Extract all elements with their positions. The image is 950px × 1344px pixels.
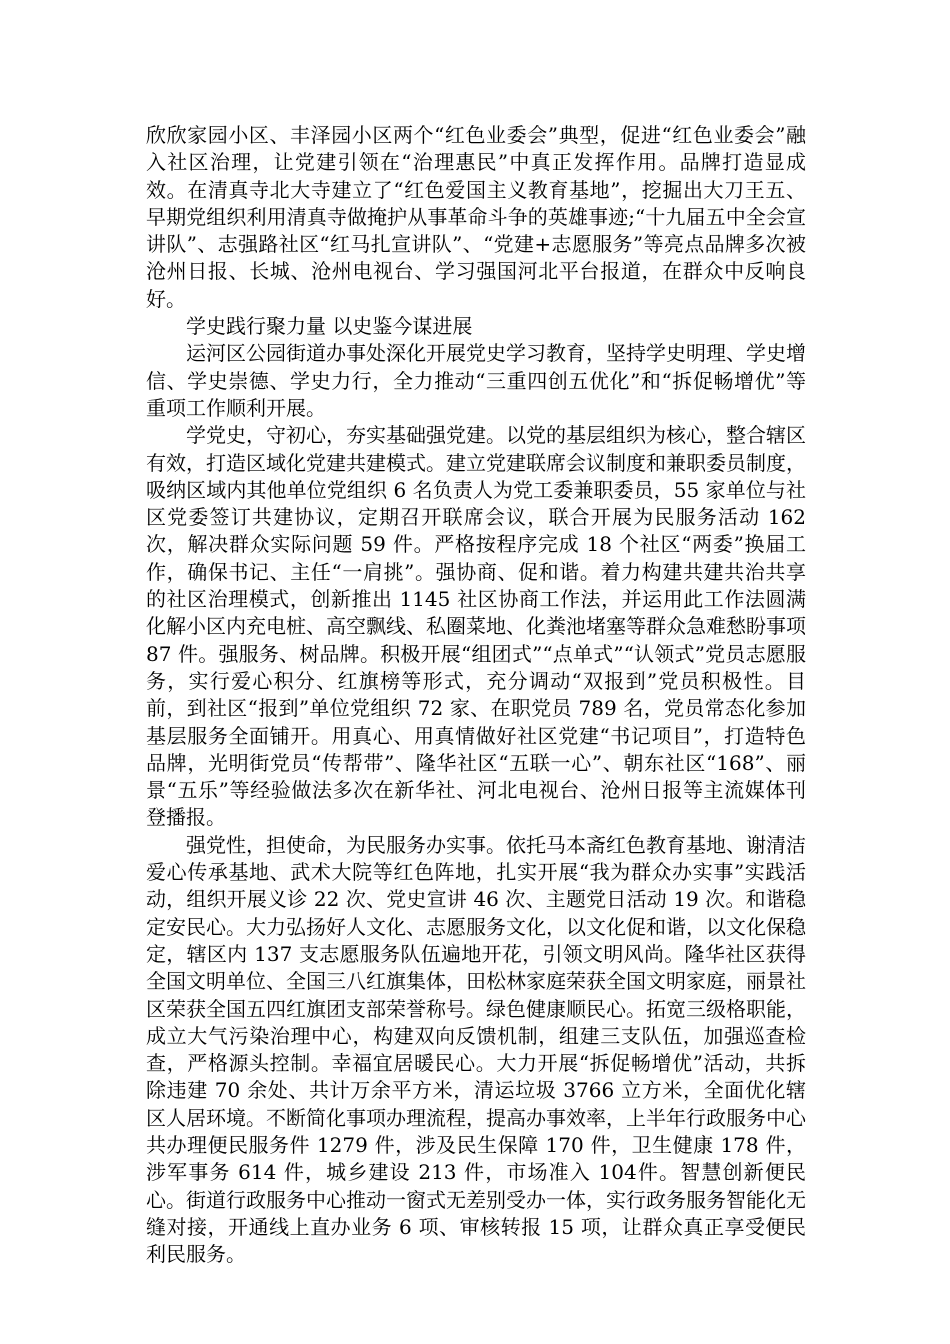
paragraph-party-history: 学党史，守初心，夯实基础强党建。以党的基层组织为核心，整合辖区有效，打造区域化党建共建模式。建立党建联席会议制度和兼职委员制度，吸纳区域内其他单位党组织 6 名负责人为党工委兼职委员，55 家单位与社区党委签订共建协议，定期召开联席会议，联合开展为民服务活动 162 次，解决群众实际问题 59 件。严格按程序完成 18 个社区“两委”换届工作，确保书记、主任“一肩挑”。强协商、促和谐。着力构建共建共治共享的社区治理模式，创新推出 1145 社区协商工作法，并运用此工作法圆满化解小区内充电桩、高空飘线、私圈菜地、化粪池堵塞等群众急难愁盼事项 87 件。强服务、树品牌。积极开展“组团式”“点单式”“认领式”党员志愿服务，实行爱心积分、红旗榜等形式，充分调动“双报到”党员积极性。目前，到社区“报到”单位党组织 72 家、在职党员 789 名，党员常态化参加基层服务全面铺开。用真心、用真情做好社区党建“书记项目”，打造特色品牌，光明街党员“传帮带”、隆华社区“五联一心”、朝东社区“168”、丽景“五乐”等经验做法多次在新华社、河北电视台、沧州日报等主流媒体刊登播报。	[146, 423, 806, 830]
paragraph-service: 强党性，担使命，为民服务办实事。依托马本斋红色教育基地、谢清洁爱心传承基地、武术大院等红色阵地，扎实开展“我为群众办实事”实践活动，组织开展义诊 22 次、党史宣讲 46 次、主题党日活动 19 次。和谐稳定安民心。大力弘扬好人文化、志愿服务文化，以文化促和谐，以文化保稳定，辖区内 137 支志愿服务队伍遍地开花，引领文明风尚。隆华社区获得全国文明单位、全国三八红旗集体，田松林家庭荣获全国文明家庭，丽景社区荣获全国五四红旗团支部荣誉称号。绿色健康顺民心。拓宽三级格职能，成立大气污染治理中心，构建双向反馈机制，组建三支队伍，加强巡查检查，严格源头控制。幸福宜居暖民心。大力开展“拆促畅增优”活动，共拆除违建 70 余处、共计万余平方米，清运垃圾 3766 立方米，全面优化辖区人居环境。不断简化事项办理流程，提高办事效率，上半年行政服务中心共办理便民服务件 1279 件，涉及民生保障 170 件，卫生健康 178 件，涉军事务 614 件，城乡建设 213 件，市场准入 104件。智慧创新便民心。街道行政服务中心推动一窗式无差别受办一体，实行政务服务智能化无缝对接，开通线上直办业务 6 项、审核转报 15 项，让群众真正享受便民利民服务。	[146, 832, 806, 1267]
paragraph-continued: 欣欣家园小区、丰泽园小区两个“红色业委会”典型，促进“红色业委会”融入社区治理，让党建引领在“治理惠民”中真正发挥作用。品牌打造显成效。在清真寺北大寺建立了“红色爱国主义教育基地”，挖掘出大刀王五、早期党组织利用清真寺做掩护从事革命斗争的英雄事迹;“十九届五中全会宣讲队”、志强路社区“红马扎宣讲队”、“党建+志愿服务”等亮点品牌多次被沧州日报、长城、沧州电视台、学习强国河北平台报道，在群众中反响良好。	[146, 123, 806, 311]
paragraph-intro: 运河区公园街道办事处深化开展党史学习教育，坚持学史明理、学史增信、学史崇德、学史力行，全力推动“三重四创五优化”和“拆促畅增优”等重项工作顺利开展。	[146, 341, 806, 420]
document-body	[146, 122, 806, 1268]
section-heading: 学史践行聚力量 以史鉴今谋进展	[186, 314, 473, 339]
